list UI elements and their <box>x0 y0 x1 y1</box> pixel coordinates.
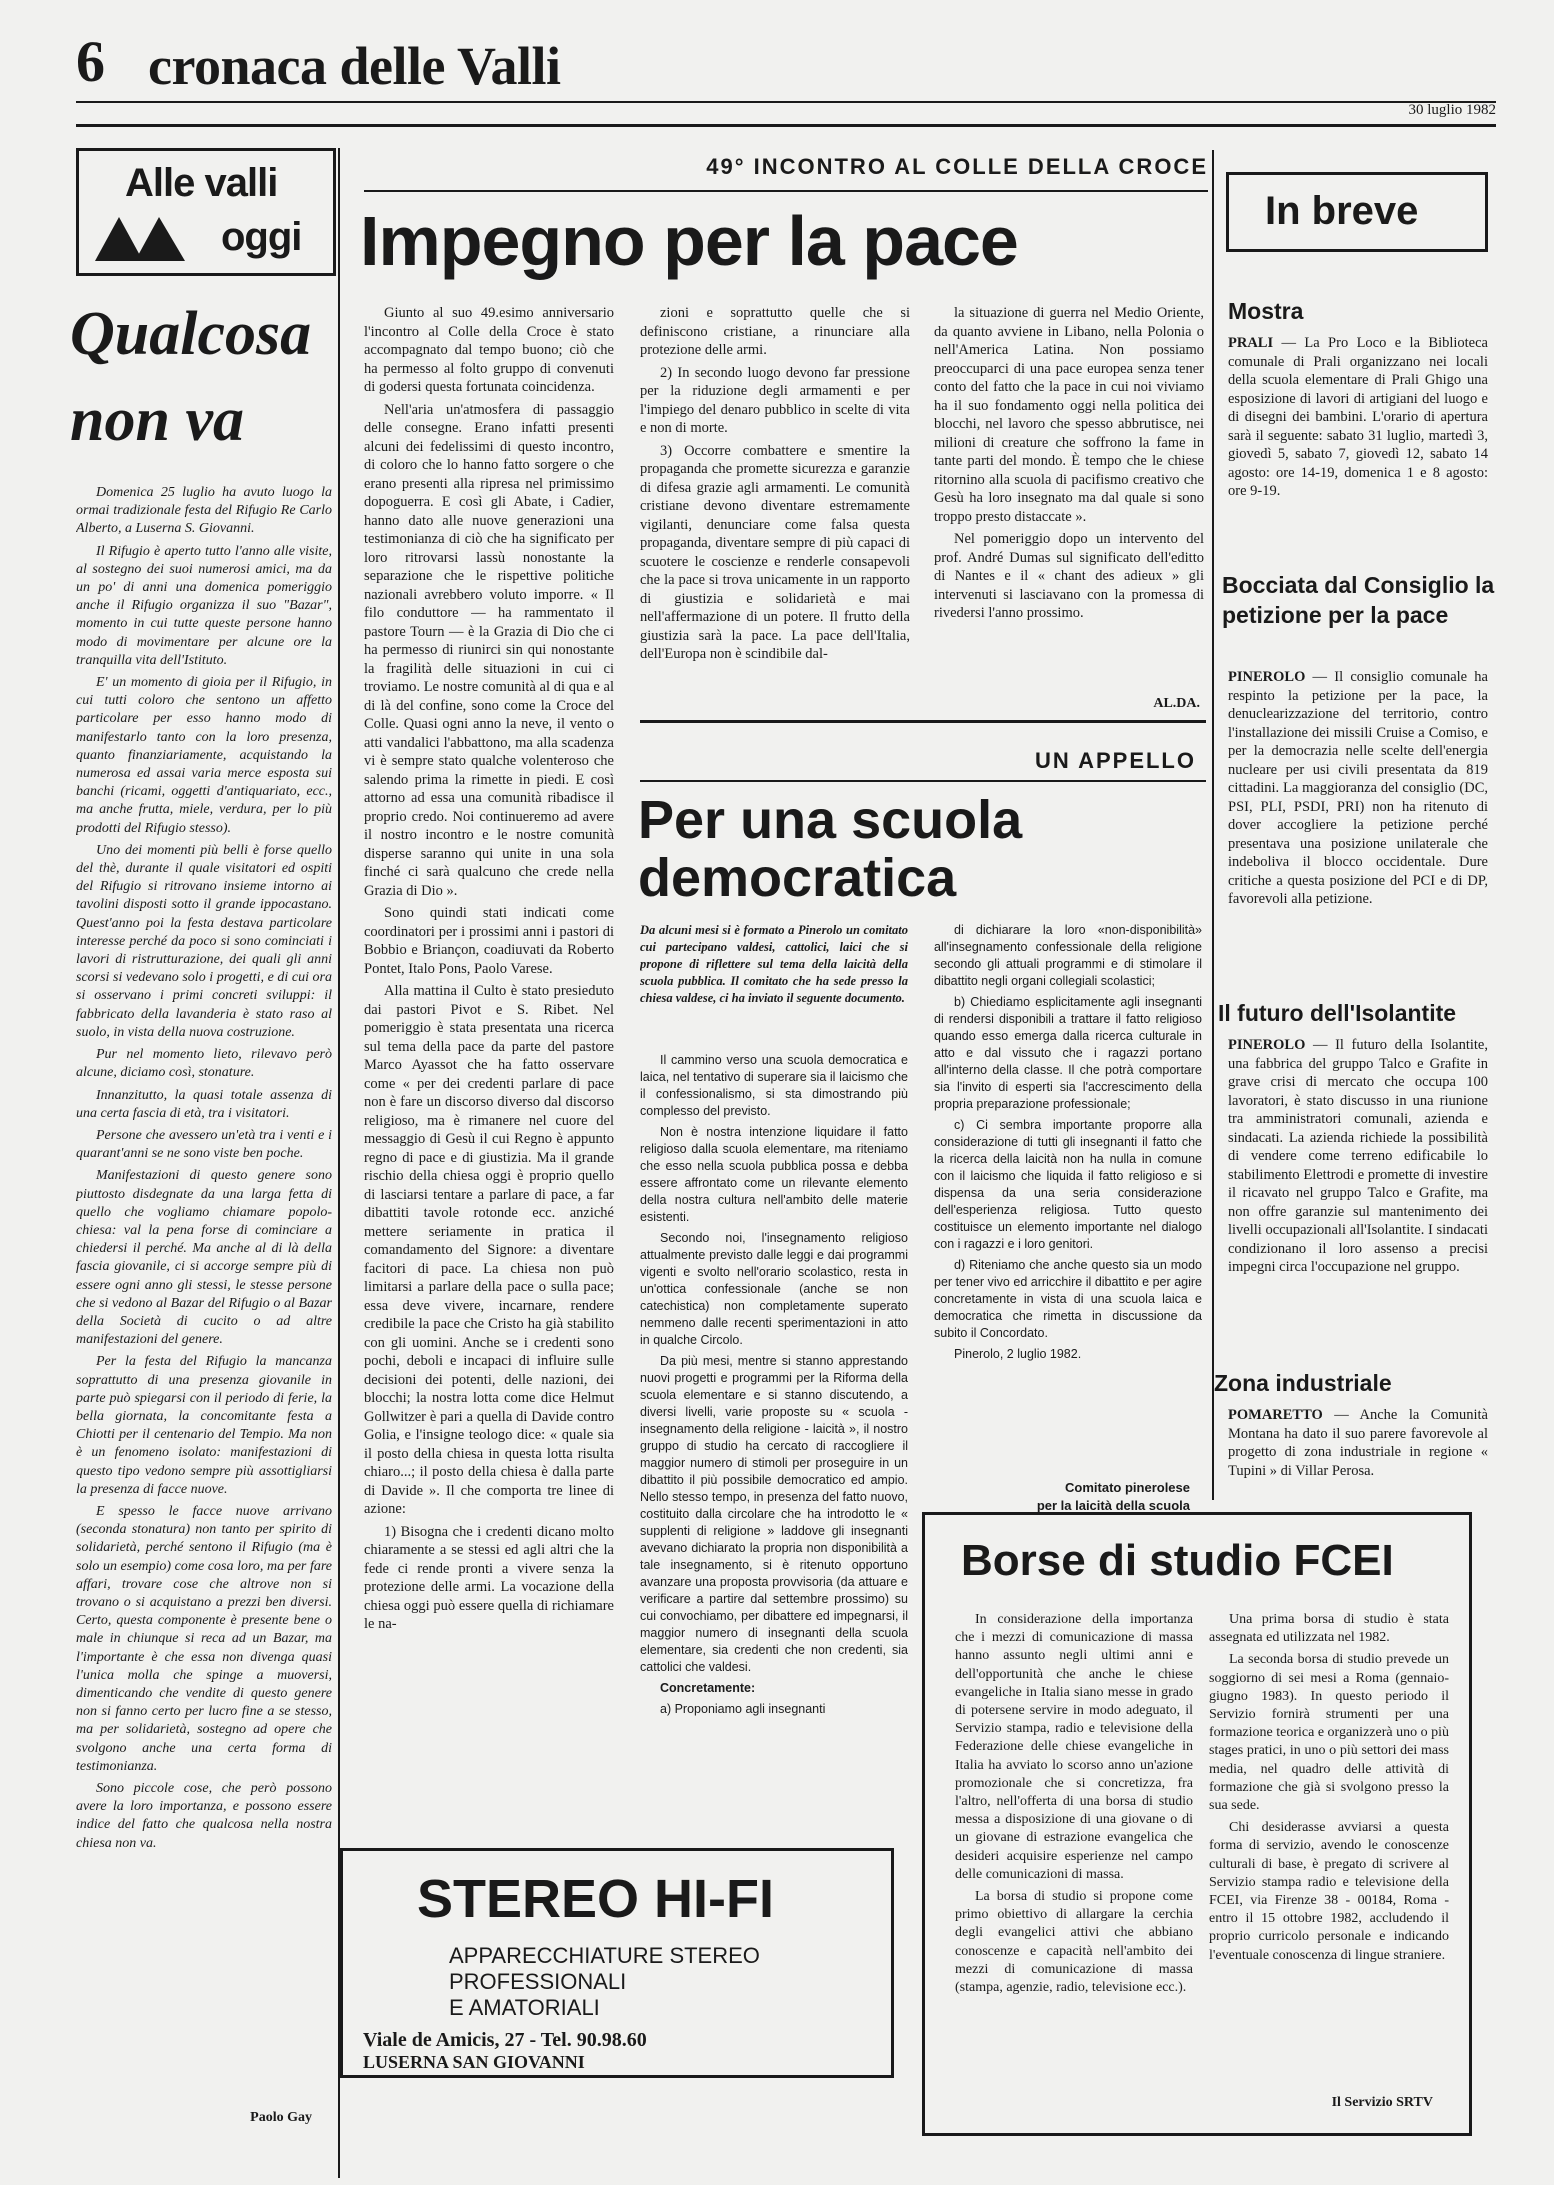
left-para: E' un momento di gioia per il Rifugio, in cui tutti coloro che sentono un affetto particolare per esso hanno modo di manifestarlo tanto con la loro presenza, quanto finanziariamente, acquistando la numerosa ed assai varia merce esposta sui banchi (ricami, oggetti d'antiquariato, ecc., ma anche frutta, miele, verdura, per lo più prodotti del Rifugio stesso). <box>76 675 332 836</box>
school-para: c) Ci sembra importante proporre alla considerazione di tutti gli insegnanti il fatto che la ricerca della laicità non ha nulla in comune con il laicismo che liquida il fatto religioso e si dispensa da una seria considerazione dell'esperienza religiosa. Tutto questo costituisce un elemento importante nel dialogo con i ragazzi e i loro genitori. <box>934 1118 1202 1251</box>
borse-para: La borsa di studio si propone come primo obiettivo di allargare la cerchia degli evangelici attivi che abbiano conoscenze e capacità nell'ambito dei mezzi di comunicazione di massa (stampa, agenzie, radio, televisione ecc.). <box>955 1889 1193 1996</box>
right-col-divider <box>1212 150 1214 1500</box>
main-para: zioni e soprattutto quelle che si definiscono cristiane, a rinunciare alla protezione delle armi. <box>640 305 910 358</box>
main-col-2 <box>640 304 910 709</box>
left-para: Uno dei momenti più belli è forse quello del thè, durante il quale visitatori ed ospiti del Rifugio si ritrovano insieme intorno ai tavolini disposti sotto il grande ippocastano. Quest'anno poi la festa destava particolare interesse perché da poco si sono cominciati i lavori di ristrutturazione, dei quali gli anni scorsi si vedevano solo i progetti, e di cui ora si osservano i primi concreti sviluppi: il fabbricato della lavanderia è stato raso al suolo, in vista della nuova costruzione. <box>76 842 332 1040</box>
breve-item-3 <box>1228 1036 1488 1376</box>
left-para: E spesso le facce nuove arrivano (seconda stonatura) non tanto per spirito di solidarietà, perché sentono il Rifugio (ma è solo un esempio) come cosa loro, ma per fare affari, trovare cose che altrove non si trovano o si acquistano a prezzi ben diversi. Certo, questa componente è presente bene o male in chiunque si reca ad un Bazar, ma l'importante è che essa non divenga quasi l'unica molla che spinge a muoversi, dimenticando che vendite di questo genere non si fanno certo per lucro fine a se stesso, ma per solidarietà, sostegno ad opere che svolgono anche una certa forma di testimonianza. <box>76 1503 332 1774</box>
school-headline-1: Per una scuola <box>638 790 1023 850</box>
breve-text: — La Pro Loco e la Biblioteca comunale di Prali organizzano nei locali della scuola elementare di Prali Ghigo una esposizione di lavori di artigiani del luogo e di disegni dei bambini. L'orario di apertura sarà il seguente: sabato 31 luglio, martedì 3, giovedì 5, sabato 7, giovedì 12, sabato 14 agosto: ore 14-19, domenica 1 e 8 agosto: ore 9-19. <box>1228 335 1488 499</box>
main-para: Nell'aria un'atmosfera di passaggio delle consegne. Erano infatti presenti alcuni dei fedelissimi di questo incontro, di coloro che lo hanno fatto sorgere o che erano presenti alla ripresa nel primissimo dopoguerra. E così gli Abate, i Cadier, hanno dato alle nuove generazioni una testimonianza di ciò che ha significato per loro ritrovarsi lassù nonostante la separazione che le rispettive politiche nazionali avrebbero voluto imporre. « Il filo conduttore — ha rammentato il pastore Tourn — è la Grazia di Dio che ci ha permesso di riunirci sin qui nonostante la fragilità delle situazioni in cui ci troviamo. Le nostre comunità al di qua e al di là del confine, sono come la Croce del Colle. Quasi ogni anno la neve, il vento o atti vandalici l'abbattono, ma alla scadenza vi è sempre stato qualche volenteroso che salendo prima la rimette in piedi. E così attorno ad essa una comunità ribadisce il proprio credo. Noi continueremo ad avere il nostro incontro e le nostre comunità disperse saranno qui unite in una sola finché ci sarà qualcuno che crede nella Grazia di Dio ». <box>364 401 614 899</box>
left-para: Innanzitutto, la quasi totale assenza di una certa fascia di età, tra i visitatori. <box>76 1087 332 1121</box>
main-para: Nel pomeriggio dopo un intervento del prof. André Dumas sul significato dell'editto di Nantes e il « chant des adieux » gli intervenuti si lasciavano con la promessa di rivedersi l'anno prossimo. <box>934 531 1204 621</box>
school-kicker-rule <box>640 780 1206 782</box>
left-para: Sono piccole cose, che però possono avere la loro importanza, e possono essere indice del fatto che qualcosa nella nostra chiesa non va. <box>76 1781 332 1851</box>
main-para: 2) In secondo luogo devono far pressione per la riduzione degli armamenti e per l'impiego del denaro pubblico in scelte di vita e non di morte. <box>640 364 910 436</box>
main-para: Giunto al suo 49.esimo anniversario l'incontro al Colle della Croce è stato accompagnato dal tempo buono; ciò che ha permesso al folto gruppo di convenuti di godersi questa fortunata coincidenza. <box>364 305 614 395</box>
left-article-title-2: non va <box>70 386 244 454</box>
borse-box <box>922 1512 1472 2136</box>
box-line-1: Alle valli <box>125 161 278 205</box>
ad-city: LUSERNA SAN GIOVANNI <box>363 2052 585 2072</box>
school-headline-2: democratica <box>638 848 957 908</box>
box-line-2: oggi <box>221 215 302 259</box>
header-rule <box>76 101 1496 103</box>
alle-valli-oggi-box <box>76 148 336 276</box>
breve-heading-1: Mostra <box>1228 298 1304 324</box>
breve-place: PINEROLO <box>1228 1037 1306 1053</box>
school-intro: Da alcuni mesi si è formato a Pinerolo un comitato cui partecipano valdesi, cattolici, laici che si propone di riflettere sul tema della laicità della scuola pubblica. Il comitato che ha sede presso la chiesa valdese, ci ha inviato il seguente documento. <box>640 923 908 1005</box>
school-para: di dichiarare la loro «non-disponibilità» all'insegnamento confessionale della religione secondo gli attuali programmi e di stimolare il dibattito negli organi collegiali scolastici; <box>934 923 1202 988</box>
mountains-icon <box>95 213 185 263</box>
left-article-title-1: Qualcosa <box>70 300 312 368</box>
ad-line-3: E AMATORIALI <box>449 1995 600 2020</box>
main-kicker: 49° INCONTRO AL COLLE DELLA CROCE <box>706 154 1208 179</box>
main-signature: AL.DA. <box>1153 696 1200 711</box>
breve-heading-4: Zona industriale <box>1214 1370 1392 1396</box>
school-kicker: UN APPELLO <box>1035 748 1196 773</box>
breve-text: — Anche la Comunità Montana ha dato il suo parere favorevole al progetto di zona industriale in regione « Tupini » di Villar Perosa. <box>1228 1407 1488 1479</box>
breve-item-1 <box>1228 334 1488 554</box>
issue-date: 30 luglio 1982 <box>1408 102 1496 118</box>
school-para: Pinerolo, 2 luglio 1982. <box>954 1347 1082 1361</box>
main-divider <box>640 720 1206 723</box>
breve-item-4 <box>1228 1406 1488 1502</box>
breve-place: PRALI <box>1228 335 1274 351</box>
main-headline: Impegno per la pace <box>360 202 1018 280</box>
page-number: 6 <box>76 29 105 94</box>
left-para: Domenica 25 luglio ha avuto luogo la ormai tradizionale festa del Rifugio Re Carlo Alberto, a Luserna S. Giovanni. <box>76 485 332 537</box>
ad-address: Viale de Amicis, 27 - Tel. 90.98.60 <box>363 2029 647 2051</box>
left-article-author: Paolo Gay <box>250 2110 312 2125</box>
breve-text: — Il consiglio comunale ha respinto la petizione per la pace, la denuclearizzazione del territorio, contro l'installazione dei missili Cruise a Comiso, e per la democrazia nelle scelte dell'energia nucleare per usi civili presentata da 819 cittadini. La maggioranza del consiglio (DC, PSI, PLI, PSDI, PRI) non ha ritenuto di dover accogliere la petizione perché presentava una posizione unilaterale che indeboliva il blocco occidentale. Dure critiche a questa posizione del PCI e di DP, favorevoli alla petizione. <box>1228 669 1488 907</box>
in-breve-title: In breve <box>1265 189 1419 233</box>
school-para: a) Proponiamo agli insegnanti <box>660 1702 826 1716</box>
left-para: Pur nel momento lieto, rilevavo però alcune, diciamo così, stonature. <box>76 1047 332 1081</box>
breve-place: POMARETTO <box>1228 1407 1323 1423</box>
school-signature-2: per la laicità della scuola <box>1036 1498 1190 1513</box>
breve-item-2 <box>1228 668 1488 966</box>
main-para: 1) Bisogna che i credenti dicano molto chiaramente a se stessi ed agli altri che la fede ci rende pronti a vivere senza la protezione delle armi. La vocazione della chiesa oggi può essere quella di richiamare le na- <box>364 1523 614 1632</box>
ad-title: STEREO HI-FI <box>417 1869 775 1929</box>
main-col-3 <box>934 304 1204 696</box>
borse-para: In considerazione della importanza che i mezzi di comunicazione di massa hanno assunto negli ultimi anni e dell'opportunità che anche le chiese evangeliche in Italia siano messe in grado di potersene servire in modo adeguato, il Servizio stampa, radio e televisione della Federazione delle chiese evangeliche in Italia ha avviato lo scorso anno un'azione promozionale che si concretizza, fra l'altro, nell'offerta di una borsa di studio messa a disposizione di una giovane o di un giovane di estrazione evangelica che desideri acquisire esperienze nel campo delle comunicazioni di massa. <box>955 1612 1193 1882</box>
school-para: b) Chiediamo esplicitamente agli insegnanti di rendersi disponibili a trattare il fatto religioso quando esso emerga dalla ricerca culturale in atto e dal vissuto che i ragazzi portano all'interno della classe. Il che potrà comportare sia l'invito di esperti sia l'accrescimento della propria preparazione professionale; <box>934 995 1202 1111</box>
school-para: Non è nostra intenzione liquidare il fatto religioso dalla scuola elementare, ma riteniamo che esso nella scuola pubblica possa e debba essere affrontato come un rilevante elemento della nostra cultura nell'ambito delle materie esistenti. <box>640 1125 908 1224</box>
left-para: Per la festa del Rifugio la mancanza soprattutto di una presenza giovanile in parte può spiegarsi con il periodo di ferie, la bella giornata, la concomitante festa a Chiotti per il centenario del Tempio. Ma non è un fenomeno isolato: manifestazioni di questo tipo vedono sempre più assottigliarsi la presenza di facce nuove. <box>76 1354 332 1497</box>
school-col-1 <box>640 1052 908 1832</box>
main-col-1 <box>364 304 614 1844</box>
ad-line-1: APPARECCHIATURE STEREO <box>449 1943 760 1968</box>
school-signature-1: Comitato pinerolese <box>1065 1480 1190 1495</box>
breve-text: — Il futuro della Isolantite, una fabbrica del gruppo Talco e Grafite in grave crisi di mercato che occupa 100 lavoratori, è stato discusso in una riunione tra amministratori comunali, azienda e sindacati. La azienda richiede la possibilità di vendere come terreno edificabile lo stabilimento Elettrodi e promette di investire il ricavato nel gruppo Talco e Grafite, ma non offre garanzie sul mantenimento dei livelli occupazionali all'Isolantite. I sindacati condizionano il loro assenso a precisi impegni circa l'occupazione nel gruppo. <box>1228 1037 1488 1275</box>
in-breve-box <box>1226 172 1488 252</box>
main-para: Sono quindi stati indicati come coordinatori per i prossimi anni i pastori di Bobbio e Briançon, coadiuvati da Roberto Pontet, Italo Pons, Paolo Varese. <box>364 905 614 977</box>
main-kicker-rule <box>364 190 1208 192</box>
school-para: Il cammino verso una scuola democratica e laica, nel tentativo di superare sia il laicismo che il confessionalismo, si sta dimostrando più complesso del previsto. <box>640 1053 908 1118</box>
borse-para: Chi desiderasse avviarsi a questa forma di servizio, avendo le conoscenze culturali di base, è pregato di scrivere al Servizio stampa radio e televisione della FCEI, via Firenze 38 - 00184, Roma - entro il 15 ottobre 1982, accludendo il proprio curricolo personale e indicando l'eventuale conoscenza di lingue straniere. <box>1209 1820 1449 1963</box>
main-para: la situazione di guerra nel Medio Oriente, da quanto avviene in Libano, nella Polonia o nell'America Latina. Non possiamo preoccuparci di una pace europea senza tener conto del fatto che la pace in cui noi viviamo ha il suo fondamento oggi nella politica dei blocchi, nel lavoro che spesso abbrutisce, nei milioni di creature che soffrono la fame in tante parti del mondo. È tempo che le chiese ritornino alla scuola di pacifismo creativo che Gesù ha loro insegnato ma dal quale si sono troppo presto distaccate ». <box>934 305 1204 525</box>
borse-para: La seconda borsa di studio prevede un soggiorno di sei mesi a Roma (gennaio-giugno 1983). In questo periodo il Servizio fornirà strumenti per una formazione teorica e organizzerà uno o più stages pratici, in uno o più settori dei mass media, nel quadro delle attività di formazione che già si svolgono presso la sua sede. <box>1209 1652 1449 1814</box>
borse-para: Una prima borsa di studio è stata assegnata ed utilizzata nel 1982. <box>1209 1612 1449 1646</box>
left-para: Il Rifugio è aperto tutto l'anno alle visite, al sostegno dei suoi numerosi amici, ma da un po' di anni una domenica pomeriggio anche il Rifugio organizza il suo "Bazar", momento in cui tutte queste persone hanno modo di movimentare per alcune ore la tranquilla vita dell'Istituto. <box>76 543 332 668</box>
header-rule-2 <box>76 124 1496 127</box>
left-article-body <box>76 484 332 2094</box>
borse-signature: Il Servizio SRTV <box>1331 2095 1433 2110</box>
stereo-ad <box>340 1848 894 2078</box>
left-para: Manifestazioni di questo genere sono piuttosto disdegnate da una larga fetta di quello che vogliamo chiamare popolo-chiesa: val la pena forse di cominciare a chiedersi il perché. Ma anche al di là della fascia giovanile, ci si accorge sempre più di essere ogni anno gli stessi, le stesse persone che si vedono al Bazar del Rifugio o al Bazar della Società di cucito o ad altre manifestazioni del genere. <box>76 1168 332 1348</box>
main-para: 3) Occorre combattere e smentire la propaganda che promette sicurezza e garanzie di difesa grazie agli armamenti. Le comunità cristiane devono diventare estremamente vigilanti, denunciare come falsa questa propaganda, diventare sempre di più capaci di scuotere le coscienze e renderle consapevoli che la pace si trova unicamente in un rapporto di giustizia e solidarietà e mai nell'affermazione di un potere. Il frutto della giustizia sarà la pace. La pace dell'Italia, dell'Europa non è scindibile dal- <box>640 442 910 662</box>
ad-line-2: PROFESSIONALI <box>449 1969 627 1994</box>
school-col-2 <box>934 922 1202 1477</box>
borse-headline: Borse di studio FCEI <box>961 1536 1394 1585</box>
borse-col-1 <box>955 1611 1193 2116</box>
school-para: Concretamente: <box>660 1681 756 1695</box>
school-para: Secondo noi, l'insegnamento religioso attualmente previsto dalle leggi e dai programmi vigenti e svolto nell'orario scolastico, resta in un'ottica confessionale (anche se non catechistica) non completamente superato nemmeno dalle recenti sperimentazioni in atto in qualche Circolo. <box>640 1231 908 1347</box>
school-para: Da più mesi, mentre si stanno apprestando nuovi progetti e programmi per la Riforma della scuola elementare e si stanno discutendo, a diversi livelli, varie proposte su « scuola - insegnamento della religione - laicità », il nostro gruppo di studio ha cercato di raccogliere il maggior numero di stimoli per proseguire in un dibattito il più possibile democratico ed ampio. Nello stesso tempo, in presenza del fatto nuovo, costituito dalla circolare che ha introdotto le « supplenti di religione » laddove gli insegnanti avevano dichiarato la propria non disponibilità a tale insegnamento, si è ritenuto opportuno avanzare una proposta provvisoria (da attuare e verificare a partire dal settembre prossimo) su cui convochiamo, per dibattere ed impegnarsi, il maggior numero di insegnanti della scuola elementare, sia credenti che non credenti, sia cattolici che valdesi. <box>640 1354 908 1674</box>
left-para: Persone che avessero un'età tra i venti e i quarant'anni se ne sono viste ben poche. <box>76 1127 332 1162</box>
breve-heading-2: Bocciata dal Consiglio la petizione per la pace <box>1222 572 1495 628</box>
section-title: cronaca delle Valli <box>148 36 561 96</box>
borse-col-2 <box>1209 1611 1449 2089</box>
main-para: Alla mattina il Culto è stato presieduto dai pastori Pivot e S. Ribet. Nel pomeriggio è stata presentata una ricerca sul tema della pace da parte del pastore Marco Ayassot che ha fatto osservare come « per dei credenti parlare di pace non è fare un discorso diverso dal discorso religioso, ma è rimanere nel cuore del messaggio di Gesù il cui Regno è appunto regno di pace e di giustizia. Ma il grande rischio della chiesa oggi è proprio quello di lasciarsi tentare a parlare di pace, a far dibattiti tavole rotonde ecc. anziché mettere seriamente in pratica il comandamento del Signore: a diventare facitori di pace. La chiesa non può limitarsi a parlare della pace o sulla pace; essa deve vivere, incarnare, rendere credibile la pace che Cristo ha già stabilito con gli uomini. Anche se i credenti sono pochi, deboli e incapaci di influire sulle decisioni dei potenti, delle nazioni, dei blocchi; la nostra lotta come dice Helmut Gollwitzer è pari a quella di Davide contro Golia, e l'insigne teologo dice: « quale sia il posto della chiesa in questa lotta risulta chiaro...; il posto della chiesa è dalla parte di Davide ». Il che comporta tre linee di azione: <box>364 983 614 1517</box>
breve-place: PINEROLO <box>1228 669 1306 685</box>
breve-heading-3: Il futuro dell'Isolantite <box>1218 1000 1457 1026</box>
school-para: d) Riteniamo che anche questo sia un modo per tener vivo ed arricchire il dibattito e per agire concretamente in vista di una scuola laica e democratica che rimetta in discussione da subito il Concordato. <box>934 1258 1202 1340</box>
